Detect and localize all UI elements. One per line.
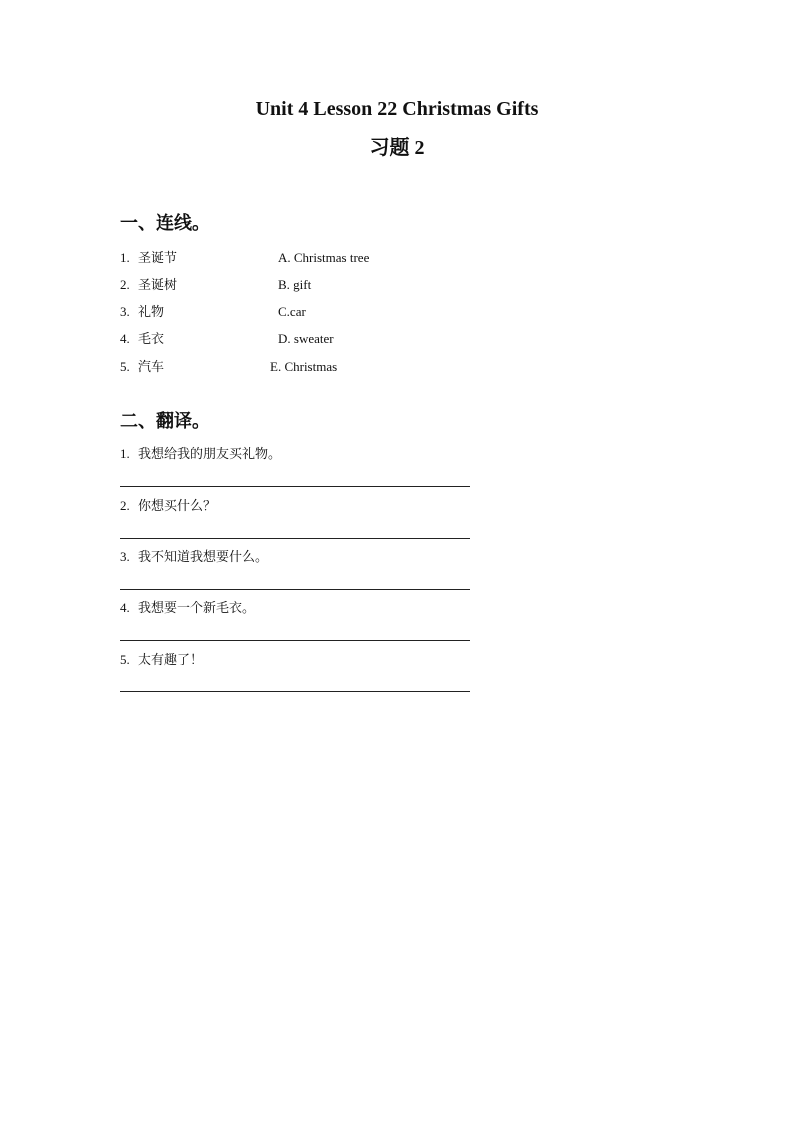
match-item-chinese: 汽车 [138,360,165,375]
answer-line[interactable] [120,538,470,539]
translation-question [120,549,268,566]
question-text: 我想给我的朋友买礼物。 [138,447,282,462]
match-item [120,359,164,376]
match-option: E. Christmas [270,359,338,374]
match-option: B. gift [278,277,312,292]
answer-line[interactable] [120,486,470,487]
match-item [120,304,164,321]
translation-question [120,446,281,463]
worksheet-subtitle: 习题 2 [369,137,425,159]
answer-line[interactable] [120,691,470,692]
match-option: C.car [278,304,306,319]
match-item-number: 2. [120,277,130,292]
match-item [120,277,177,294]
match-item-chinese: 圣诞节 [138,251,178,266]
question-text: 我不知道我想要什么。 [138,550,269,565]
translation-question [120,600,255,617]
match-item-chinese: 毛衣 [138,332,165,347]
match-item [120,331,164,348]
match-item [120,250,177,267]
match-item-chinese: 礼物 [138,305,165,320]
question-number: 1. [120,446,130,461]
question-number: 5. [120,652,130,667]
answer-line[interactable] [120,589,470,590]
match-option: D. sweater [278,331,334,346]
match-item-number: 5. [120,359,130,374]
worksheet-title: Unit 4 Lesson 22 Christmas Gifts [255,98,539,120]
question-number: 2. [120,498,130,513]
translation-question [120,498,216,515]
section-translation-heading: 二、翻译。 [120,411,210,431]
question-number: 3. [120,549,130,564]
section-matching-heading: 一、连线。 [120,213,210,233]
question-text: 你想买什么？ [138,499,217,514]
match-item-number: 4. [120,331,130,346]
question-number: 4. [120,600,130,615]
question-text: 太有趣了！ [138,653,204,668]
match-item-chinese: 圣诞树 [138,278,178,293]
match-option: A. Christmas tree [278,250,370,265]
translation-question [120,652,203,669]
match-item-number: 3. [120,304,130,319]
answer-line[interactable] [120,640,470,641]
match-item-number: 1. [120,250,130,265]
question-text: 我想要一个新毛衣。 [138,601,256,616]
